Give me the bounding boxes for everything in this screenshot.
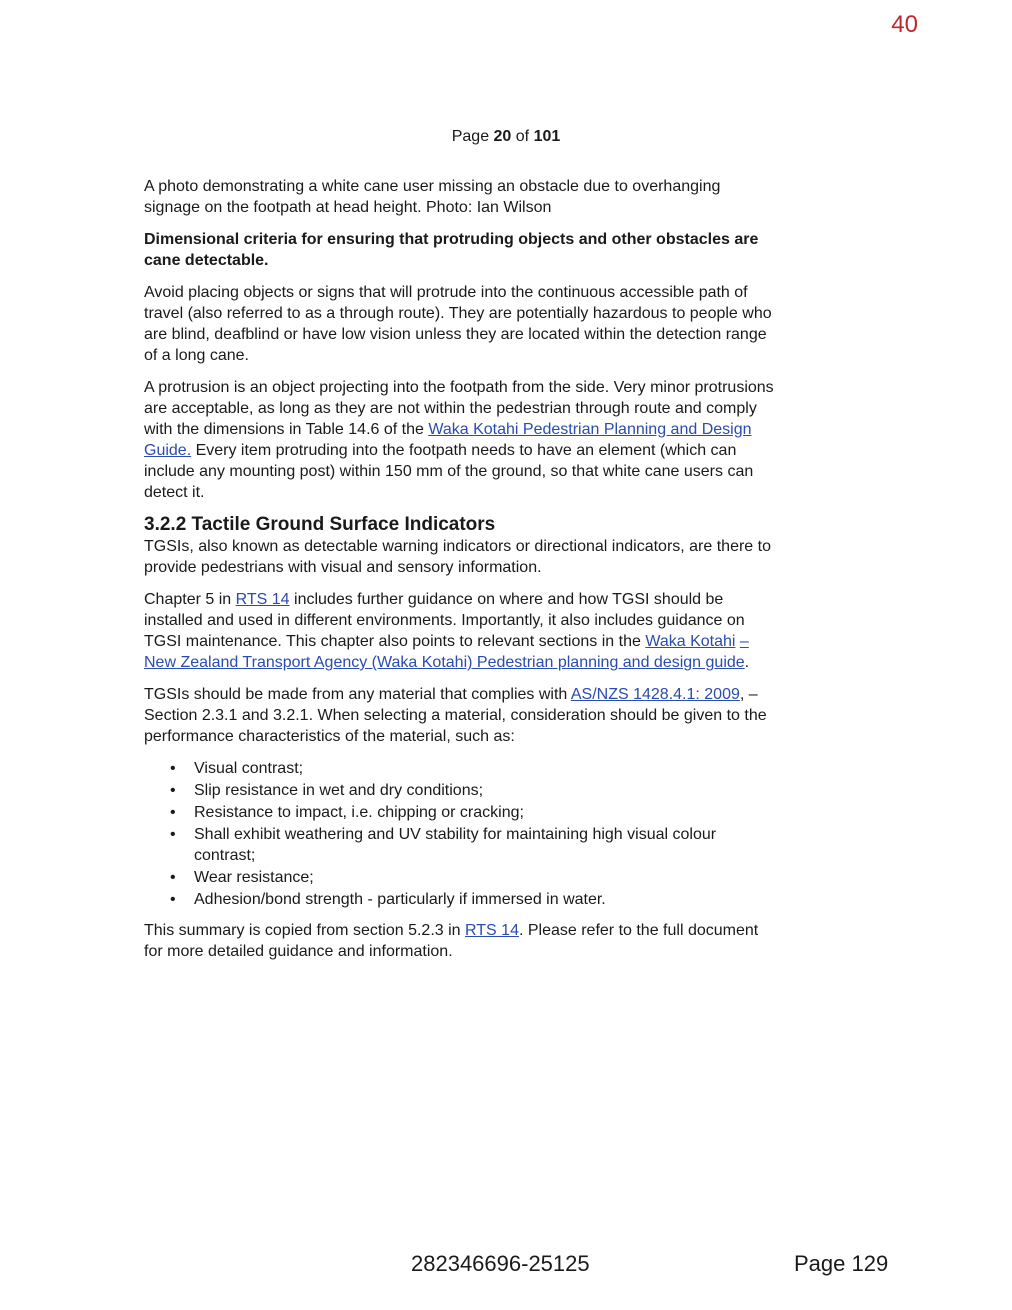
list-item [170,867,774,888]
list-item [170,889,774,910]
paragraph-avoid-objects: Avoid placing objects or signs that will protrude into the continuous accessible path of travel (also referred to as a through route). They are potentially hazardous to people who are blind, deafblind or have low vision unless they are located within the detection range of a long cane. [144,284,772,364]
bullet-icon: • [170,782,176,799]
list-item-text: Shall exhibit weathering and UV stability for maintaining high visual colour contrast; [194,826,717,864]
footer-page-number: Page 129 [794,1251,889,1276]
paragraph-materials [144,684,774,747]
page-header-total: 101 [533,128,561,145]
link-pedestrian-planning-guide[interactable]: Waka Kotahi Pedestrian Planning and Design Guide. [144,421,752,459]
document-body [144,176,774,973]
criteria-heading: Dimensional criteria for ensuring that protruding objects and other obstacles are cane detectable. [144,231,759,269]
section-title-tgsi: 3.2.2 Tactile Ground Surface Indicators [144,514,496,535]
paragraph-protrusion-text-1: A protrusion is an object projecting into the footpath from the side. Very minor protrusions are acceptable, as long as they are not within the pedestrian through route and comply with the dimensions in Table 14.6 of the [144,379,774,438]
list-item [170,758,774,779]
bullet-icon: • [170,760,176,777]
corner-page-number: 40 [891,11,918,38]
paragraph-summary [144,920,774,962]
list-item-text: Resistance to impact, i.e. chipping or cracking; [194,804,524,821]
page-header-current: 20 [493,128,512,145]
paragraph-materials-text-1: TGSIs should be made from any material that complies with [144,686,571,703]
paragraph-protrusion [144,377,774,503]
list-item-text: Wear resistance; [194,869,314,886]
paragraph-protrusion-text-2: Every item protruding into the footpath needs to have an element (which can include any mounting post) within 150 mm of the ground, so that white cane users can detect it. [144,442,754,501]
link-rts14-summary[interactable]: RTS 14 [465,922,519,939]
list-item-text: Adhesion/bond strength - particularly if immersed in water. [194,891,606,908]
paragraph-summary-text-1: This summary is copied from section 5.2.3 in [144,922,466,939]
list-item [170,802,774,823]
link-as-nzs-1428[interactable]: AS/NZS 1428.4.1: 2009 [570,686,740,703]
list-item-text: Slip resistance in wet and dry conditions; [194,782,484,799]
page-header-prefix: Page [451,128,494,145]
link-nzta-pedestrian-guide[interactable]: – New Zealand Transport Agency (Waka Kotahi) Pedestrian planning and design guide [144,633,749,671]
material-characteristics-list [144,758,774,910]
list-item [170,824,774,866]
list-item-text: Visual contrast; [194,760,304,777]
paragraph-tgsi-intro: TGSIs, also known as detectable warning indicators or directional indicators, are there to provide pedestrians with visual and sensory information. [144,538,771,576]
paragraph-chapter5-text-2: includes further guidance on where and how TGSI should be installed and used in different environments. Importantly, it also includes guidance on TGSI maintenance. This chapter also points to relevant sections in the [144,591,745,650]
paragraph-summary-text-2: . Please refer to the full document for more detailed guidance and information. [144,922,759,960]
bullet-icon: • [170,891,176,908]
bullet-icon: • [170,804,176,821]
bullet-icon: • [170,869,176,886]
paragraph-chapter5-text-4: . [744,654,750,671]
paragraph-chapter5 [144,589,774,673]
link-rts14[interactable]: RTS 14 [235,591,290,608]
list-item [170,780,774,801]
paragraph-materials-text-2: , – Section 2.3.1 and 3.2.1. When selecting a material, consideration should be given to the performance characteristics of the material, such as: [144,686,767,745]
footer-document-id: 282346696-25125 [411,1251,590,1276]
bullet-icon: • [170,826,176,843]
page-header-of: of [511,128,534,145]
photo-caption: A photo demonstrating a white cane user missing an obstacle due to overhanging signage on the footpath at head height. Photo: Ian Wilson [144,178,721,216]
paragraph-chapter5-text-1: Chapter 5 in [144,591,236,608]
link-waka-kotahi[interactable]: Waka Kotahi [645,633,736,650]
page-header [0,127,1012,147]
